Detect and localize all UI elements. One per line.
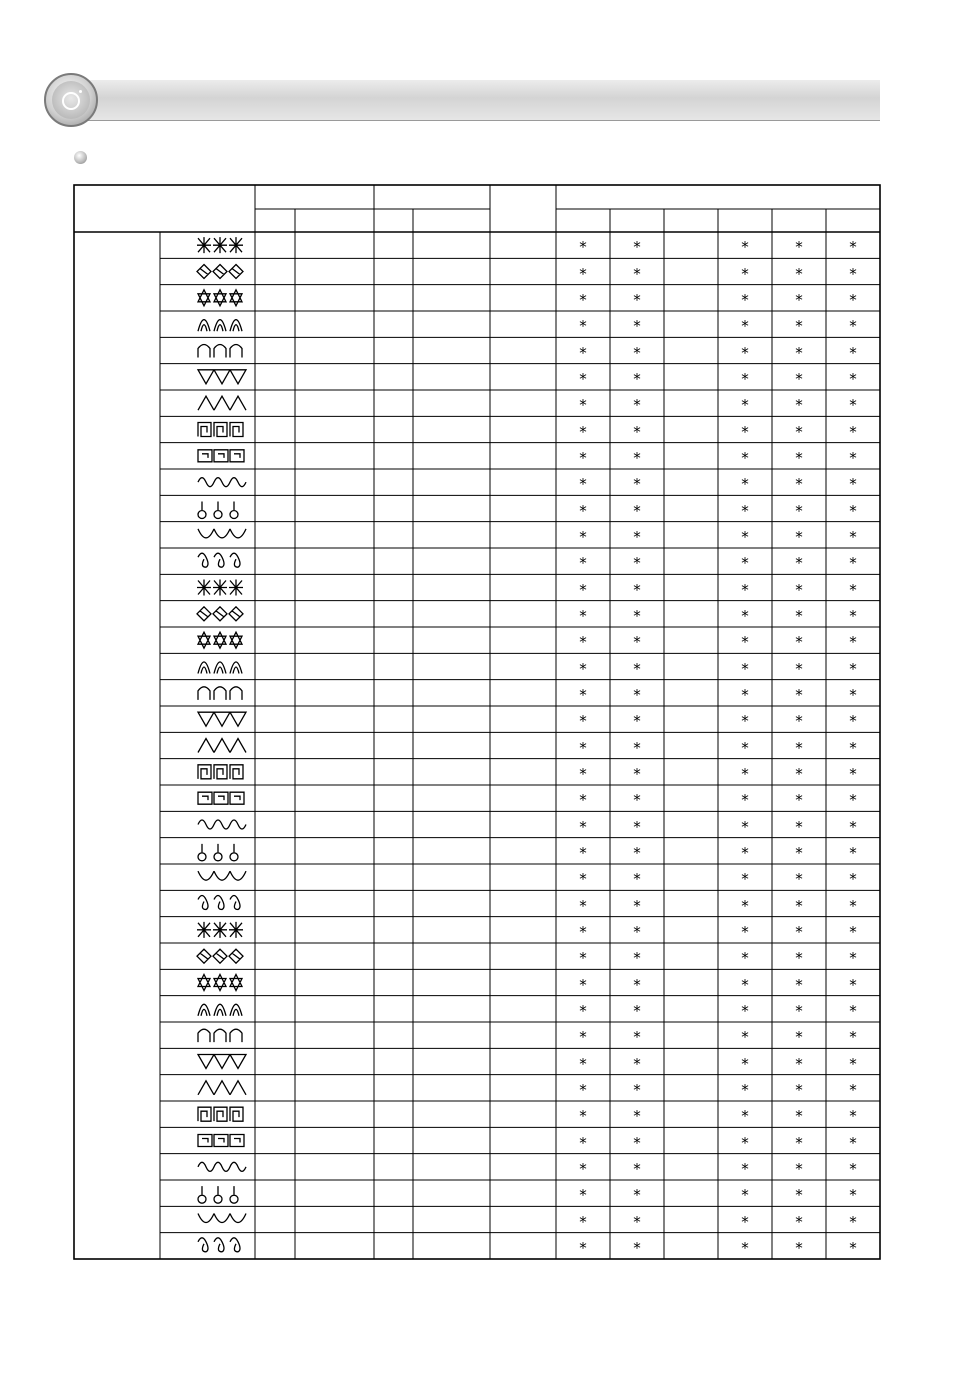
star-mark: * xyxy=(795,738,803,757)
star-mark: * xyxy=(795,659,803,678)
star-mark: * xyxy=(795,1107,803,1126)
star-mark: * xyxy=(795,290,803,309)
star-mark: * xyxy=(741,633,749,652)
arrow-scroll-stroke xyxy=(198,662,242,674)
triangle-zigzag-icon xyxy=(198,370,246,384)
star-mark: * xyxy=(579,317,587,336)
star-mark: * xyxy=(633,712,641,731)
bead-chain-stroke xyxy=(197,607,243,621)
star-mark: * xyxy=(741,896,749,915)
star-mark: * xyxy=(795,1238,803,1257)
cup-scallop-stroke xyxy=(198,792,244,804)
star-mark: * xyxy=(795,396,803,415)
star-mark: * xyxy=(795,1001,803,1020)
star-mark: * xyxy=(579,1159,587,1178)
leaf-swirl-icon xyxy=(198,1214,246,1223)
star-mark: * xyxy=(579,843,587,862)
triangle-zigzag-stroke xyxy=(198,370,246,384)
star-mark: * xyxy=(795,238,803,257)
star-mark: * xyxy=(849,396,857,415)
star-mark: * xyxy=(741,396,749,415)
star-mark: * xyxy=(849,791,857,810)
star-mark: * xyxy=(579,527,587,546)
star-mark: * xyxy=(579,1080,587,1099)
star-mark: * xyxy=(579,817,587,836)
star-mark: * xyxy=(795,606,803,625)
star-mark: * xyxy=(633,896,641,915)
star-mark: * xyxy=(795,817,803,836)
dome-arches-stroke xyxy=(198,975,242,991)
star-mark: * xyxy=(633,975,641,994)
star-mark: * xyxy=(579,764,587,783)
star-mark: * xyxy=(741,290,749,309)
arrow-bows-icon xyxy=(197,949,243,963)
star-mark: * xyxy=(579,685,587,704)
star-mark: * xyxy=(579,1133,587,1152)
star-mark: * xyxy=(849,238,857,257)
flower-vine-icon xyxy=(198,1186,238,1203)
star-mark: * xyxy=(795,501,803,520)
arrow-ticks-icon xyxy=(198,1029,242,1042)
stars-of-david-icon xyxy=(198,290,242,306)
star-mark: * xyxy=(741,949,749,968)
star-mark: * xyxy=(579,922,587,941)
star-mark: * xyxy=(579,343,587,362)
star-mark: * xyxy=(849,1028,857,1047)
wave-icon xyxy=(198,712,246,726)
star-mark: * xyxy=(579,554,587,573)
star-mark: * xyxy=(741,817,749,836)
star-mark: * xyxy=(579,396,587,415)
star-mark: * xyxy=(633,422,641,441)
serpentine-loops-icon xyxy=(198,896,240,910)
star-mark: * xyxy=(633,791,641,810)
star-mark: * xyxy=(795,1186,803,1205)
star-mark: * xyxy=(633,659,641,678)
star-mark: * xyxy=(795,870,803,889)
arrow-ticks-stroke xyxy=(198,1029,242,1042)
star-mark: * xyxy=(849,527,857,546)
star-mark: * xyxy=(633,317,641,336)
star-mark: * xyxy=(795,448,803,467)
cross-hatch-icon xyxy=(198,502,238,519)
star-mark: * xyxy=(633,527,641,546)
arrow-scroll-icon xyxy=(198,662,242,674)
loop-drops-stroke xyxy=(198,553,240,567)
star-mark: * xyxy=(795,922,803,941)
star-mark: * xyxy=(741,422,749,441)
star-mark: * xyxy=(579,738,587,757)
star-mark: * xyxy=(795,896,803,915)
asterisk-stars-stroke xyxy=(197,237,243,253)
star-mark: * xyxy=(579,290,587,309)
star-mark: * xyxy=(795,764,803,783)
star-mark: * xyxy=(849,1186,857,1205)
leaf-pair-stroke xyxy=(198,1107,243,1121)
greek-key-icon xyxy=(198,423,243,437)
star-mark: * xyxy=(579,975,587,994)
star-mark: * xyxy=(849,317,857,336)
star-mark: * xyxy=(795,527,803,546)
fan-shell-icon xyxy=(197,580,243,596)
star-mark: * xyxy=(633,1238,641,1257)
star-mark: * xyxy=(795,422,803,441)
loop-drops-icon xyxy=(198,553,240,567)
fern-frond-icon xyxy=(198,1055,246,1069)
star-mark: * xyxy=(633,475,641,494)
star-mark: * xyxy=(795,554,803,573)
star-mark: * xyxy=(849,1133,857,1152)
star-mark: * xyxy=(741,1238,749,1257)
star-mark: * xyxy=(741,1212,749,1231)
arrow-bows-stroke xyxy=(197,949,243,963)
star-mark: * xyxy=(579,870,587,889)
star-mark: * xyxy=(633,870,641,889)
star-mark: * xyxy=(633,264,641,283)
star-mark: * xyxy=(795,685,803,704)
star-mark: * xyxy=(849,554,857,573)
star-mark: * xyxy=(741,1133,749,1152)
star-mark: * xyxy=(849,949,857,968)
star-mark: * xyxy=(741,922,749,941)
star-mark: * xyxy=(795,633,803,652)
greek-key-stroke xyxy=(198,423,243,437)
star-mark: * xyxy=(795,1133,803,1152)
star-mark: * xyxy=(741,975,749,994)
star-mark: * xyxy=(579,422,587,441)
star-mark: * xyxy=(579,264,587,283)
star-mark: * xyxy=(741,738,749,757)
bow-knots-icon xyxy=(197,922,243,938)
star-mark: * xyxy=(579,369,587,388)
star-mark: * xyxy=(633,817,641,836)
loop-flourish-stroke xyxy=(198,765,243,779)
star-mark: * xyxy=(795,475,803,494)
star-mark: * xyxy=(795,369,803,388)
bead-chain-icon xyxy=(197,607,243,621)
wave-stroke xyxy=(198,712,246,726)
circle-loops-icon xyxy=(198,820,246,829)
star-mark: * xyxy=(741,264,749,283)
star-mark: * xyxy=(849,369,857,388)
star-mark: * xyxy=(849,870,857,889)
leaf-pair-icon xyxy=(198,1107,243,1121)
star-mark: * xyxy=(849,738,857,757)
star-mark: * xyxy=(741,791,749,810)
arch-leaves-icon xyxy=(198,320,242,332)
star-mark: * xyxy=(741,1028,749,1047)
star-mark: * xyxy=(849,1107,857,1126)
star-mark: * xyxy=(633,580,641,599)
star-mark: * xyxy=(579,1186,587,1205)
star-mark: * xyxy=(579,580,587,599)
star-mark: * xyxy=(795,843,803,862)
star-mark: * xyxy=(849,1238,857,1257)
star-mark: * xyxy=(849,896,857,915)
arch-leaves-stroke xyxy=(198,320,242,332)
star-mark: * xyxy=(741,843,749,862)
star-mark: * xyxy=(579,238,587,257)
star-mark: * xyxy=(633,685,641,704)
star-mark: * xyxy=(795,1080,803,1099)
star-mark: * xyxy=(849,606,857,625)
star-mark: * xyxy=(741,238,749,257)
star-mark: * xyxy=(579,501,587,520)
fan-shell-stroke xyxy=(197,580,243,596)
star-mark: * xyxy=(579,1107,587,1126)
star-mark: * xyxy=(849,1054,857,1073)
table-frame xyxy=(74,185,880,1259)
star-mark: * xyxy=(795,580,803,599)
star-mark: * xyxy=(741,369,749,388)
flower-chain-stroke xyxy=(198,632,242,648)
star-mark: * xyxy=(849,1212,857,1231)
bud-flourish-icon xyxy=(198,1135,244,1147)
leaf-swirl-stroke xyxy=(198,1214,246,1223)
star-mark: * xyxy=(633,738,641,757)
cursive-loops-stroke xyxy=(198,871,246,880)
star-mark: * xyxy=(633,1212,641,1231)
star-mark: * xyxy=(741,1159,749,1178)
star-mark: * xyxy=(741,1107,749,1126)
star-mark: * xyxy=(741,685,749,704)
star-mark: * xyxy=(849,580,857,599)
star-mark: * xyxy=(741,448,749,467)
star-mark: * xyxy=(795,975,803,994)
star-mark: * xyxy=(579,448,587,467)
star-mark: * xyxy=(849,475,857,494)
star-mark: * xyxy=(795,1212,803,1231)
star-mark: * xyxy=(849,633,857,652)
curl-wave-stroke xyxy=(198,739,246,753)
star-mark: * xyxy=(849,975,857,994)
star-mark: * xyxy=(633,922,641,941)
star-mark: * xyxy=(795,712,803,731)
mirrored-curves-stroke xyxy=(198,345,242,358)
star-mark: * xyxy=(741,1001,749,1020)
star-mark: * xyxy=(849,422,857,441)
herringbone-icon xyxy=(198,1081,246,1095)
star-mark: * xyxy=(849,685,857,704)
star-mark: * xyxy=(633,1080,641,1099)
star-mark: * xyxy=(849,659,857,678)
star-mark: * xyxy=(579,633,587,652)
star-mark: * xyxy=(633,606,641,625)
star-mark: * xyxy=(741,501,749,520)
serpentine-loops-stroke xyxy=(198,896,240,910)
star-mark: * xyxy=(633,1159,641,1178)
leaf-sprig-icon xyxy=(198,1238,240,1252)
star-mark: * xyxy=(849,290,857,309)
cup-scallop-icon xyxy=(198,792,244,804)
bow-knots-stroke xyxy=(197,922,243,938)
star-mark: * xyxy=(741,1080,749,1099)
star-mark: * xyxy=(795,1159,803,1178)
star-mark: * xyxy=(741,764,749,783)
star-mark: * xyxy=(633,554,641,573)
cross-hatch-stroke xyxy=(198,502,238,519)
mirrored-curves-icon xyxy=(198,345,242,358)
star-mark: * xyxy=(849,712,857,731)
star-mark: * xyxy=(633,1107,641,1126)
star-mark: * xyxy=(579,659,587,678)
feather-chevrons-icon xyxy=(198,1004,242,1016)
star-mark: * xyxy=(633,764,641,783)
asterisk-stars-icon xyxy=(197,237,243,253)
star-mark: * xyxy=(633,238,641,257)
star-mark: * xyxy=(633,1054,641,1073)
square-spiral-stroke xyxy=(198,478,246,487)
star-mark: * xyxy=(741,1054,749,1073)
star-mark: * xyxy=(741,606,749,625)
star-mark: * xyxy=(849,843,857,862)
star-mark: * xyxy=(633,1133,641,1152)
s-curve-stroke xyxy=(198,687,242,700)
star-mark: * xyxy=(741,1186,749,1205)
star-mark: * xyxy=(633,343,641,362)
flower-chain-icon xyxy=(198,632,242,648)
star-mark: * xyxy=(741,580,749,599)
zigzag-peaks-icon xyxy=(198,396,246,410)
star-mark: * xyxy=(795,1054,803,1073)
star-mark: * xyxy=(795,1028,803,1047)
star-mark: * xyxy=(579,1212,587,1231)
star-mark: * xyxy=(633,501,641,520)
star-mark: * xyxy=(633,290,641,309)
cursive-loops-icon xyxy=(198,871,246,880)
star-mark: * xyxy=(633,369,641,388)
interlocked-squares-icon xyxy=(198,450,244,462)
star-mark: * xyxy=(579,1238,587,1257)
square-spiral-icon xyxy=(198,478,246,487)
bud-flourish-stroke xyxy=(198,1135,244,1147)
star-mark: * xyxy=(579,712,587,731)
star-mark: * xyxy=(849,264,857,283)
star-mark: * xyxy=(741,554,749,573)
star-mark: * xyxy=(795,343,803,362)
interlocked-squares-stroke xyxy=(198,450,244,462)
loop-hangers-stroke xyxy=(198,844,238,861)
fern-frond-stroke xyxy=(198,1055,246,1069)
star-mark: * xyxy=(849,922,857,941)
zigzag-peaks-stroke xyxy=(198,396,246,410)
star-mark: * xyxy=(741,475,749,494)
star-mark: * xyxy=(849,343,857,362)
fleur-flourish-stroke xyxy=(198,1162,246,1171)
star-mark: * xyxy=(849,1159,857,1178)
stars-of-david-stroke xyxy=(198,290,242,306)
star-mark: * xyxy=(579,1028,587,1047)
leaf-sprig-stroke xyxy=(198,1238,240,1252)
star-mark: * xyxy=(633,949,641,968)
star-mark: * xyxy=(795,949,803,968)
star-mark: * xyxy=(579,949,587,968)
star-mark: * xyxy=(741,712,749,731)
scroll-heart-stroke xyxy=(198,529,246,538)
flower-vine-stroke xyxy=(198,1186,238,1203)
loop-flourish-icon xyxy=(198,765,243,779)
star-mark: * xyxy=(741,343,749,362)
diamond-crosses-icon xyxy=(197,265,243,279)
star-mark: * xyxy=(633,633,641,652)
star-mark: * xyxy=(849,1080,857,1099)
star-mark: * xyxy=(633,1186,641,1205)
star-mark: * xyxy=(741,659,749,678)
star-mark: * xyxy=(633,396,641,415)
curl-wave-icon xyxy=(198,739,246,753)
star-mark: * xyxy=(579,1001,587,1020)
star-mark: * xyxy=(633,448,641,467)
herringbone-stroke xyxy=(198,1081,246,1095)
loop-hangers-icon xyxy=(198,844,238,861)
star-mark: * xyxy=(579,791,587,810)
dome-arches-icon xyxy=(198,975,242,991)
star-mark: * xyxy=(849,764,857,783)
star-mark: * xyxy=(741,870,749,889)
star-mark: * xyxy=(795,264,803,283)
star-mark: * xyxy=(579,475,587,494)
star-mark: * xyxy=(795,317,803,336)
star-mark: * xyxy=(741,527,749,546)
star-mark: * xyxy=(579,1054,587,1073)
feather-chevrons-stroke xyxy=(198,1004,242,1016)
star-mark: * xyxy=(849,1001,857,1020)
star-mark: * xyxy=(849,501,857,520)
star-mark: * xyxy=(633,1028,641,1047)
star-mark: * xyxy=(849,817,857,836)
star-mark: * xyxy=(633,843,641,862)
star-mark: * xyxy=(741,317,749,336)
fleur-flourish-icon xyxy=(198,1162,246,1171)
s-curve-icon xyxy=(198,687,242,700)
star-mark: * xyxy=(795,791,803,810)
star-mark: * xyxy=(849,448,857,467)
circle-loops-stroke xyxy=(198,820,246,829)
star-mark: * xyxy=(633,1001,641,1020)
scroll-heart-icon xyxy=(198,529,246,538)
star-mark: * xyxy=(579,606,587,625)
star-mark: * xyxy=(579,896,587,915)
diamond-crosses-stroke xyxy=(197,265,243,279)
